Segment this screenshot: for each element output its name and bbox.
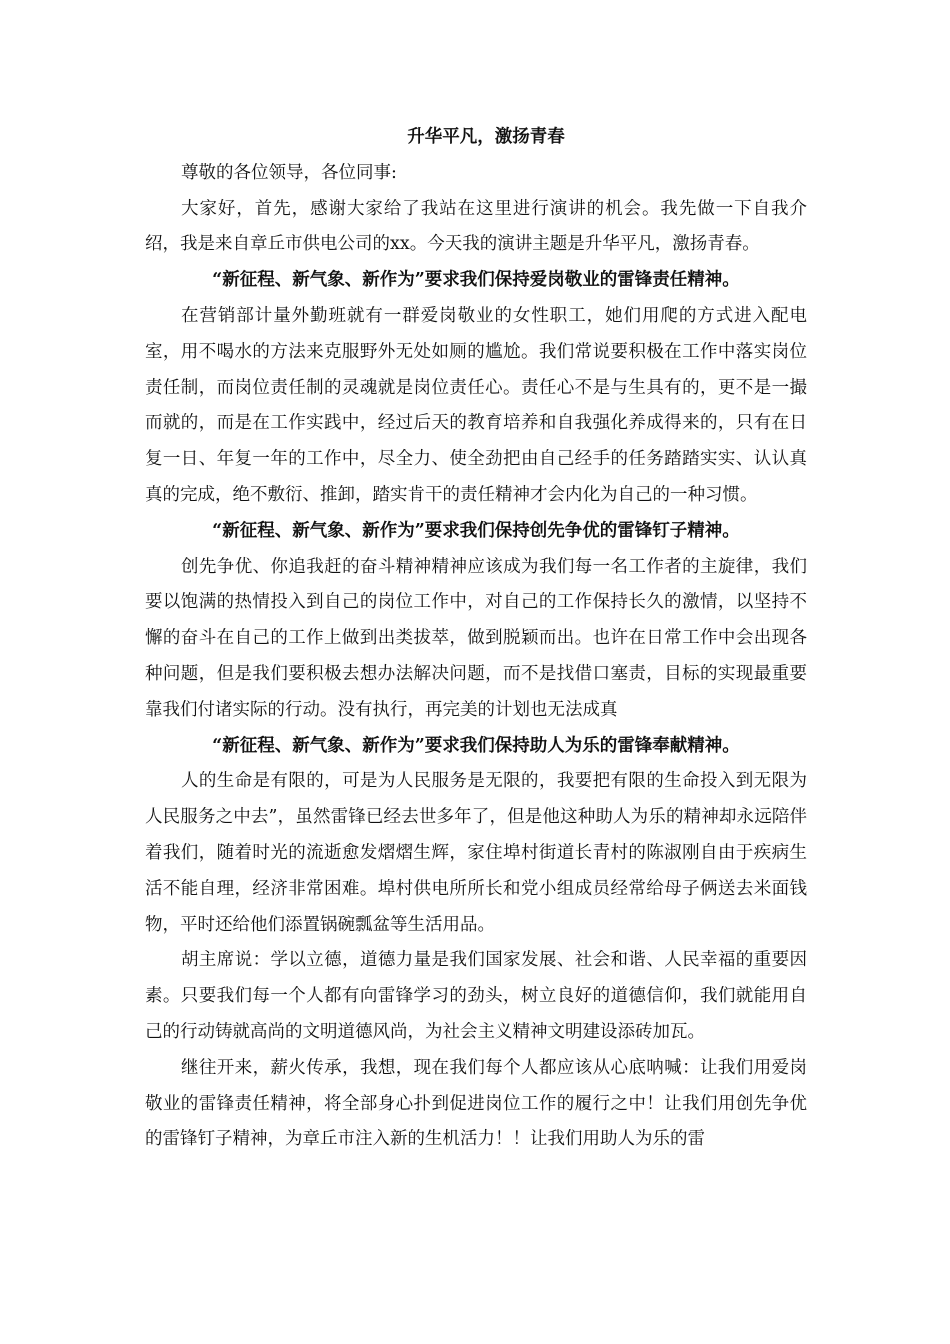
section-heading-responsibility: “新征程、新气象、新作为”要求我们保持爱岗敬业的雷锋责任精神。	[212, 270, 740, 291]
paragraph-dedication: 人的生命是有限的，可是为人民服务是无限的，我要把有限的生命投入到无限为人民服务之中去”，虽然雷锋已经去世多年了，但是他这种助人为乐的精神却永远陪伴着我们，随着时光的流逝愈发熠熠生辉，家住埠村街道长青村的陈淑刚自由于疾病生活不能自理，经济非常困难。埠村供电所所长和党小组成员经常给母子俩送去米面钱物，平时还给他们添置锅碗瓢盆等生活用品。	[145, 771, 807, 935]
salutation: 尊敬的各位领导，各位同事:	[181, 162, 397, 183]
paragraph-excellence: 创先争优、你追我赶的奋斗精神精神应该成为我们每一名工作者的主旋律，我们要以饱满的热情投入到自己的岗位工作中，对自己的工作保持长久的激情，以坚持不懈的奋斗在自己的工作上做到出类拔萃，做到脱颖而出。也许在日常工作中会出现各种问题，但是我们要积极去想办法解决问题，而不是找借口塞责，目标的实现最重要靠我们付诸实际的行动。没有执行，再完美的计划也无法成真	[145, 556, 807, 720]
section-heading-dedication: “新征程、新气象、新作为”要求我们保持助人为乐的雷锋奉献精神。	[212, 735, 740, 756]
document-title: 升华平凡，激扬青春	[407, 127, 565, 147]
section-heading-excellence: “新征程、新气象、新作为”要求我们保持创先争优的雷锋钉子精神。	[212, 520, 740, 541]
paragraph-responsibility: 在营销部计量外勤班就有一群爱岗敬业的女性职工，她们用爬的方式进入配电室，用不喝水的方法来克服野外无处如厕的尴尬。我们常说要积极在工作中落实岗位责任制，而岗位责任制的灵魂就是岗位责任心。责任心不是与生具有的，更不是一撮而就的，而是在工作实践中，经过后天的教育培养和自我强化养成得来的，只有在日复一日、年复一年的工作中，尽全力、使全劲把由自己经手的任务踏踏实实、认认真真的完成，绝不敷衍、推卸，踏实肯干的责任精神才会内化为自己的一种习惯。	[145, 305, 807, 505]
paragraph-intro: 大家好，首先，感谢大家给了我站在这里进行演讲的机会。我先做一下自我介绍，我是来自章丘市供电公司的xx。今天我的演讲主题是升华平凡，激扬青春。	[145, 198, 807, 255]
document-page	[145, 120, 807, 1158]
paragraph-quote: 胡主席说：学以立德，道德力量是我们国家发展、社会和谐、人民幸福的重要因素。只要我们每一个人都有向雷锋学习的劲头，树立良好的道德信仰，我们就能用自己的行动铸就高尚的文明道德风尚，为社会主义精神文明建设添砖加瓦。	[145, 950, 807, 1042]
paragraph-closing: 继往开来，薪火传承，我想，现在我们每个人都应该从心底呐喊：让我们用爱岗敬业的雷锋责任精神，将全部身心扑到促进岗位工作的履行之中！让我们用创先争优的雷锋钉子精神，为章丘市注入新的生机活力！！让我们用助人为乐的雷	[145, 1057, 807, 1150]
